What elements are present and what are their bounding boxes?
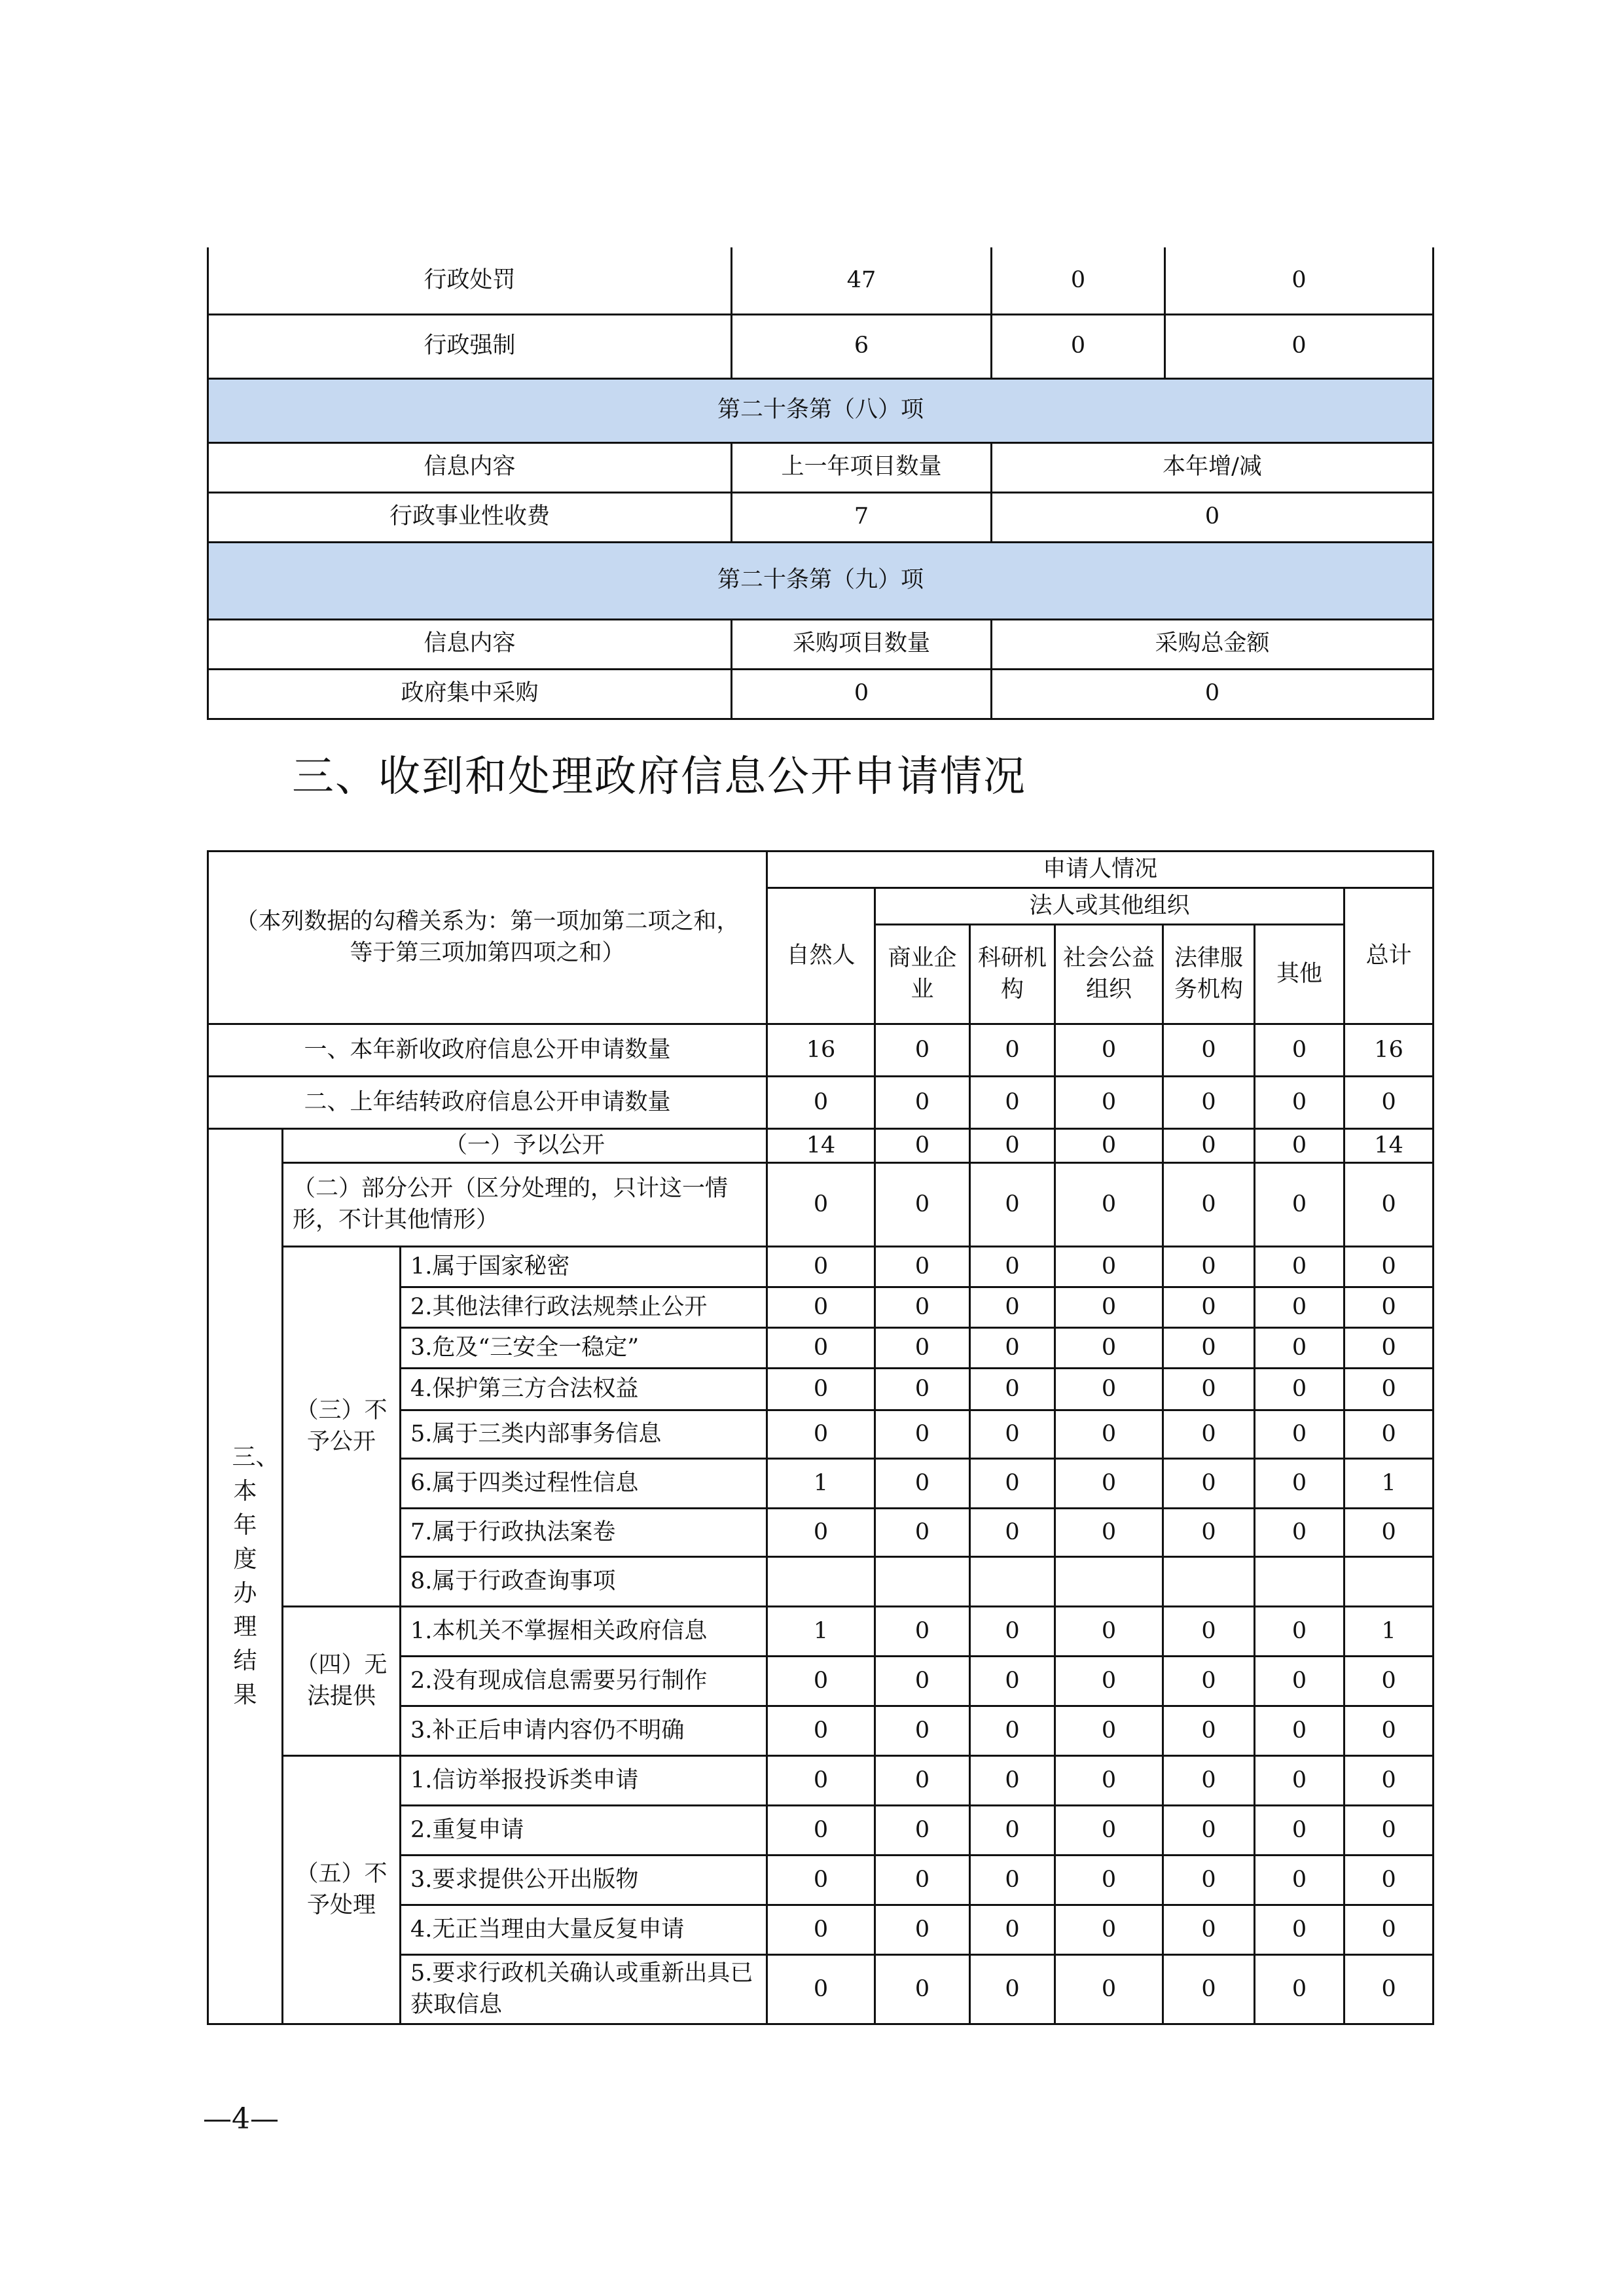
row-label: 7.属于行政执法案卷 <box>401 1509 767 1557</box>
row-label: 3.补正后申请内容仍不明确 <box>401 1706 767 1756</box>
cell-value: 0 <box>875 1657 970 1706</box>
cell-value <box>1255 1557 1344 1607</box>
column-header-row <box>208 619 1434 669</box>
cell-value: 0 <box>992 492 1434 542</box>
cell-value: 0 <box>767 1247 875 1287</box>
row-label: 5.属于三类内部事务信息 <box>401 1410 767 1459</box>
col-business: 商业企业 <box>875 925 970 1024</box>
cell-value <box>767 1557 875 1607</box>
cell-value: 0 <box>767 1410 875 1459</box>
cell-value: 0 <box>970 1706 1055 1756</box>
disclosure-items-table <box>207 247 1434 720</box>
table-row <box>208 1129 1434 1163</box>
cell-value: 0 <box>1055 1806 1163 1856</box>
cell-value: 0 <box>1165 247 1434 314</box>
cell-value: 0 <box>875 1459 970 1509</box>
cell-value: 0 <box>767 1856 875 1905</box>
cell-value: 0 <box>970 1369 1055 1410</box>
row-label: 2.其他法律行政法规禁止公开 <box>401 1287 767 1328</box>
cell-value: 0 <box>970 1024 1055 1077</box>
cell-value: 0 <box>1344 1806 1434 1856</box>
cell-value: 0 <box>1255 1077 1344 1129</box>
cell-value: 0 <box>992 669 1434 719</box>
cell-value: 0 <box>1344 1369 1434 1410</box>
cell-value: 0 <box>1055 1129 1163 1163</box>
cell-value: 0 <box>1055 1024 1163 1077</box>
cell-value: 0 <box>1344 1328 1434 1369</box>
cell-value: 0 <box>875 1905 970 1955</box>
cell-value: 0 <box>875 1369 970 1410</box>
col-natural-person: 自然人 <box>767 888 875 1024</box>
cell-value: 14 <box>1344 1129 1434 1163</box>
cell-value: 0 <box>970 1163 1055 1247</box>
cell-value: 0 <box>732 669 992 719</box>
cell-value: 0 <box>992 314 1165 378</box>
cell-value: 0 <box>1163 1077 1255 1129</box>
cell-value: 0 <box>1163 1163 1255 1247</box>
table-row <box>208 1024 1434 1077</box>
cell-value: 0 <box>1055 1077 1163 1129</box>
cell-value: 0 <box>970 1328 1055 1369</box>
side-label-cell <box>208 1129 283 2024</box>
cell-value: 0 <box>767 1369 875 1410</box>
cell-value: 0 <box>1163 1905 1255 1955</box>
cell-value: 0 <box>1255 1509 1344 1557</box>
applicant-group-header: 申请人情况 <box>767 852 1434 888</box>
row-label: 3.危及“三安全一稳定” <box>401 1328 767 1369</box>
group-label: （三）不予公开 <box>283 1247 401 1607</box>
cell-value: 6 <box>732 314 992 378</box>
header-row <box>208 852 1434 888</box>
cell-value: 0 <box>1055 1756 1163 1806</box>
cell-value: 0 <box>875 1287 970 1328</box>
cell-value: 0 <box>1255 1905 1344 1955</box>
section-header-row <box>208 542 1434 619</box>
cell-value: 0 <box>767 1657 875 1706</box>
cell-value: 0 <box>1255 1459 1344 1509</box>
cell-value: 0 <box>1255 1657 1344 1706</box>
cell-value: 0 <box>970 1509 1055 1557</box>
cell-value: 0 <box>1163 1756 1255 1806</box>
table-row <box>208 1247 1434 1287</box>
col-legal-service: 法律服务机构 <box>1163 925 1255 1024</box>
cell-value: 0 <box>1163 1247 1255 1287</box>
cell-value: 0 <box>767 1905 875 1955</box>
table-row <box>208 669 1434 719</box>
cell-value <box>1344 1557 1434 1607</box>
cell-value: 0 <box>970 1955 1055 2024</box>
cell-value: 0 <box>875 1163 970 1247</box>
cell-value: 0 <box>875 1509 970 1557</box>
cell-value: 0 <box>1163 1955 1255 2024</box>
cell-value: 0 <box>875 1328 970 1369</box>
row-label: 二、上年结转政府信息公开申请数量 <box>208 1077 767 1129</box>
cell-value: 1 <box>1344 1459 1434 1509</box>
cell-value: 0 <box>970 1657 1055 1706</box>
column-header: 上一年项目数量 <box>732 442 992 492</box>
column-header: 信息内容 <box>208 619 732 669</box>
cell-value: 0 <box>1344 1509 1434 1557</box>
cell-value: 0 <box>767 1806 875 1856</box>
section-header-row <box>208 378 1434 442</box>
cell-value: 0 <box>1055 1287 1163 1328</box>
row-label: 行政强制 <box>208 314 732 378</box>
cell-value: 0 <box>1163 1607 1255 1657</box>
cell-value: 0 <box>875 1410 970 1459</box>
cell-value: 0 <box>875 1129 970 1163</box>
row-label: 4.保护第三方合法权益 <box>401 1369 767 1410</box>
cell-value: 0 <box>970 1905 1055 1955</box>
cell-value: 0 <box>875 1756 970 1806</box>
cell-value: 0 <box>1055 1607 1163 1657</box>
table-row <box>208 314 1434 378</box>
column-header-row <box>208 442 1434 492</box>
row-label: 4.无正当理由大量反复申请 <box>401 1905 767 1955</box>
cell-value <box>970 1557 1055 1607</box>
cell-value: 0 <box>1163 1657 1255 1706</box>
cell-value: 0 <box>1255 1024 1344 1077</box>
col-research: 科研机构 <box>970 925 1055 1024</box>
column-header: 采购项目数量 <box>732 619 992 669</box>
cell-value: 0 <box>992 247 1165 314</box>
cell-value: 0 <box>1165 314 1434 378</box>
cell-value: 0 <box>1055 1856 1163 1905</box>
table-row <box>208 1077 1434 1129</box>
cell-value: 0 <box>1255 1163 1344 1247</box>
cell-value: 0 <box>1344 1657 1434 1706</box>
row-label: 行政事业性收费 <box>208 492 732 542</box>
cell-value: 0 <box>1163 1459 1255 1509</box>
cell-value: 0 <box>1055 1905 1163 1955</box>
cell-value: 0 <box>1163 1806 1255 1856</box>
cell-value: 0 <box>1255 1955 1344 2024</box>
cell-value: 0 <box>875 1955 970 2024</box>
table-row <box>208 1163 1434 1247</box>
cell-value: 0 <box>875 1024 970 1077</box>
cell-value: 0 <box>1163 1129 1255 1163</box>
row-label: 8.属于行政查询事项 <box>401 1557 767 1607</box>
cell-value: 0 <box>1255 1369 1344 1410</box>
table-row <box>208 247 1434 314</box>
cell-value: 0 <box>1055 1509 1163 1557</box>
cell-value: 1 <box>767 1607 875 1657</box>
table-row <box>208 492 1434 542</box>
cell-value: 0 <box>875 1607 970 1657</box>
cell-value: 0 <box>970 1607 1055 1657</box>
cell-value: 0 <box>875 1247 970 1287</box>
cell-value: 0 <box>767 1706 875 1756</box>
cell-value: 0 <box>1163 1328 1255 1369</box>
cell-value: 0 <box>1163 1024 1255 1077</box>
row-label: 1.信访举报投诉类申请 <box>401 1756 767 1806</box>
cell-value: 0 <box>1344 1247 1434 1287</box>
cell-value: 0 <box>1255 1756 1344 1806</box>
cell-value: 0 <box>1255 1247 1344 1287</box>
cell-value: 1 <box>1344 1607 1434 1657</box>
cell-value: 0 <box>1255 1806 1344 1856</box>
section-8-title: 第二十条第（八）项 <box>208 378 1434 442</box>
row-label: 行政处罚 <box>208 247 732 314</box>
row-label: 2.重复申请 <box>401 1806 767 1856</box>
cell-value: 0 <box>1255 1328 1344 1369</box>
group-label: （四）无法提供 <box>283 1607 401 1756</box>
cell-value: 0 <box>875 1077 970 1129</box>
cell-value: 0 <box>767 1509 875 1557</box>
cell-value: 14 <box>767 1129 875 1163</box>
cell-value: 0 <box>1344 1410 1434 1459</box>
cell-value: 0 <box>767 1287 875 1328</box>
section-title: 三、收到和处理政府信息公开申请情况 <box>292 753 1026 801</box>
cell-value: 0 <box>1344 1706 1434 1756</box>
cell-value: 0 <box>1255 1607 1344 1657</box>
cell-value: 0 <box>1344 1163 1434 1247</box>
cell-value: 0 <box>1055 1369 1163 1410</box>
cell-value: 0 <box>970 1287 1055 1328</box>
row-label: 2.没有现成信息需要另行制作 <box>401 1657 767 1706</box>
cell-value: 0 <box>1055 1459 1163 1509</box>
table-row <box>208 1756 1434 1806</box>
cell-value: 0 <box>1055 1247 1163 1287</box>
cell-value: 0 <box>1163 1706 1255 1756</box>
cell-value: 0 <box>1163 1287 1255 1328</box>
cell-value: 0 <box>1163 1856 1255 1905</box>
cell-value: 0 <box>1344 1756 1434 1806</box>
cell-value: 0 <box>767 1328 875 1369</box>
cell-value: 0 <box>767 1163 875 1247</box>
cell-value: 0 <box>1055 1410 1163 1459</box>
group-label: （五）不予处理 <box>283 1756 401 2024</box>
cell-value: 0 <box>875 1856 970 1905</box>
cell-value: 1 <box>767 1459 875 1509</box>
relation-note: （本列数据的勾稽关系为：第一项加第二项之和，等于第三项加第四项之和） <box>208 852 767 1024</box>
cell-value <box>875 1557 970 1607</box>
section-9-title: 第二十条第（九）项 <box>208 542 1434 619</box>
cell-value: 0 <box>1055 1657 1163 1706</box>
cell-value: 0 <box>970 1459 1055 1509</box>
cell-value: 47 <box>732 247 992 314</box>
row-label: （二）部分公开（区分处理的，只计这一情形，不计其他情形） <box>283 1163 767 1247</box>
cell-value: 0 <box>1055 1163 1163 1247</box>
cell-value: 0 <box>1163 1410 1255 1459</box>
cell-value: 0 <box>1163 1509 1255 1557</box>
cell-value: 0 <box>1344 1287 1434 1328</box>
column-header: 信息内容 <box>208 442 732 492</box>
cell-value: 0 <box>1055 1955 1163 2024</box>
cell-value: 0 <box>767 1756 875 1806</box>
row-label: 政府集中采购 <box>208 669 732 719</box>
cell-value: 16 <box>767 1024 875 1077</box>
cell-value: 0 <box>970 1756 1055 1806</box>
cell-value: 7 <box>732 492 992 542</box>
cell-value: 0 <box>767 1955 875 2024</box>
cell-value: 0 <box>1255 1287 1344 1328</box>
row-label: 1.属于国家秘密 <box>401 1247 767 1287</box>
cell-value: 0 <box>970 1077 1055 1129</box>
page-number: —4— <box>203 2102 279 2136</box>
row-label: （一）予以公开 <box>283 1129 767 1163</box>
cell-value: 0 <box>1255 1410 1344 1459</box>
row-label: 一、本年新收政府信息公开申请数量 <box>208 1024 767 1077</box>
side-label: 三、本年度办理结果 <box>232 1444 280 1708</box>
cell-value: 0 <box>875 1806 970 1856</box>
cell-value: 0 <box>970 1410 1055 1459</box>
row-label: 6.属于四类过程性信息 <box>401 1459 767 1509</box>
cell-value: 0 <box>970 1129 1055 1163</box>
cell-value: 0 <box>970 1806 1055 1856</box>
cell-value: 0 <box>1344 1077 1434 1129</box>
cell-value: 0 <box>767 1077 875 1129</box>
cell-value: 0 <box>1055 1328 1163 1369</box>
table-row <box>208 1607 1434 1657</box>
row-label: 1.本机关不掌握相关政府信息 <box>401 1607 767 1657</box>
col-total: 总计 <box>1344 888 1434 1024</box>
cell-value: 0 <box>1163 1369 1255 1410</box>
cell-value: 0 <box>875 1706 970 1756</box>
cell-value: 16 <box>1344 1024 1434 1077</box>
column-header: 采购总金额 <box>992 619 1434 669</box>
org-group-header: 法人或其他组织 <box>875 888 1344 925</box>
col-public-welfare: 社会公益组织 <box>1055 925 1163 1024</box>
col-other: 其他 <box>1255 925 1344 1024</box>
cell-value: 0 <box>970 1247 1055 1287</box>
cell-value: 0 <box>1344 1905 1434 1955</box>
column-header: 本年增/减 <box>992 442 1434 492</box>
cell-value: 0 <box>1344 1955 1434 2024</box>
cell-value: 0 <box>1344 1856 1434 1905</box>
row-label: 5.要求行政机关确认或重新出具已获取信息 <box>401 1955 767 2024</box>
cell-value <box>1163 1557 1255 1607</box>
cell-value: 0 <box>1255 1706 1344 1756</box>
cell-value <box>1055 1557 1163 1607</box>
cell-value: 0 <box>970 1856 1055 1905</box>
cell-value: 0 <box>1055 1706 1163 1756</box>
applications-table <box>207 850 1434 2025</box>
cell-value: 0 <box>1255 1856 1344 1905</box>
cell-value: 0 <box>1255 1129 1344 1163</box>
row-label: 3.要求提供公开出版物 <box>401 1856 767 1905</box>
